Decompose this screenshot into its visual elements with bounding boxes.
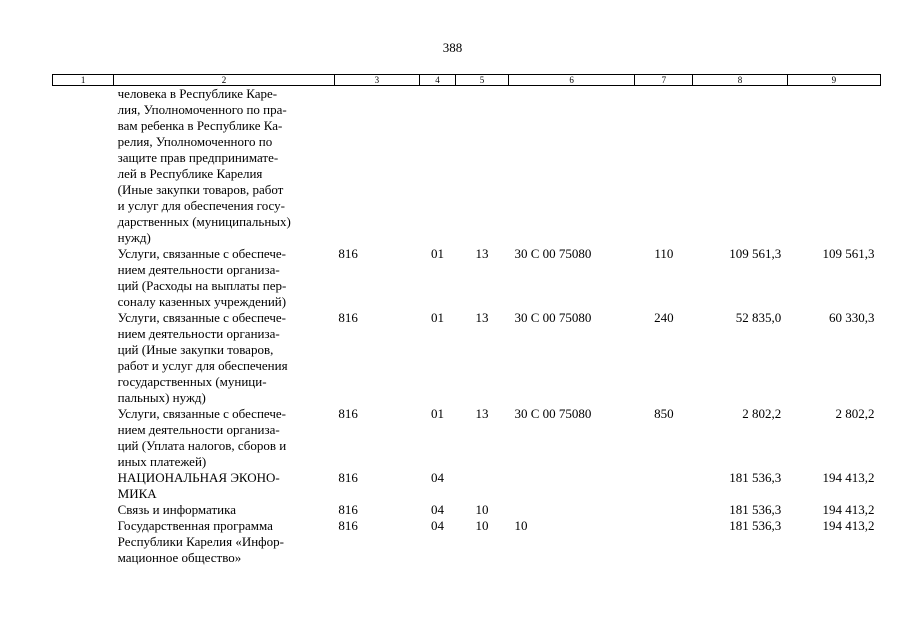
row-col1 bbox=[53, 406, 114, 470]
row-subsection: 13 bbox=[475, 310, 489, 325]
row-section: 04 bbox=[430, 518, 444, 533]
row-subsection: 13 bbox=[475, 246, 489, 261]
table-row bbox=[53, 518, 881, 566]
row-amount-year2: 60 330,3 bbox=[829, 310, 875, 325]
row-section bbox=[419, 86, 455, 247]
row-ministry-code: 816 bbox=[338, 502, 358, 517]
column-header: 3 bbox=[334, 75, 419, 86]
row-amount-year2: 194 413,2 bbox=[822, 470, 875, 485]
row-col1 bbox=[53, 470, 114, 502]
row-section: 04 bbox=[430, 502, 444, 517]
row-col1 bbox=[53, 310, 114, 406]
row-expense-type bbox=[635, 518, 693, 566]
row-col1 bbox=[53, 86, 114, 247]
row-target-article: 30 С 00 75080 bbox=[514, 310, 592, 325]
row-subsection bbox=[456, 470, 509, 502]
row-target-article: 10 bbox=[514, 518, 528, 533]
row-ministry-code: 816 bbox=[338, 518, 358, 533]
row-expense-type: 240 bbox=[654, 310, 674, 325]
row-amount-year1: 109 561,3 bbox=[729, 246, 782, 261]
column-header: 9 bbox=[787, 75, 880, 86]
table-row bbox=[53, 246, 881, 310]
row-target-article bbox=[508, 470, 634, 502]
row-amount-year1: 181 536,3 bbox=[729, 470, 782, 485]
row-subsection bbox=[456, 86, 509, 247]
column-number-header bbox=[53, 75, 881, 86]
row-target-article: 30 С 00 75080 bbox=[514, 246, 592, 261]
row-amount-year1: 181 536,3 bbox=[729, 518, 782, 533]
column-header: 1 bbox=[53, 75, 114, 86]
row-amount-year1 bbox=[693, 86, 787, 247]
column-header: 2 bbox=[114, 75, 335, 86]
row-subsection: 13 bbox=[475, 406, 489, 421]
row-expense-type bbox=[635, 470, 693, 502]
row-col1 bbox=[53, 518, 114, 566]
budget-table bbox=[52, 74, 881, 566]
row-amount-year2: 2 802,2 bbox=[835, 406, 875, 421]
row-name: Государственная программа Республики Карелия «Инфор- мационное общество» bbox=[117, 518, 284, 565]
row-ministry-code: 816 bbox=[338, 246, 358, 261]
row-expense-type: 110 bbox=[654, 246, 674, 261]
row-subsection: 10 bbox=[475, 518, 489, 533]
row-ministry-code: 816 bbox=[338, 470, 358, 485]
row-amount-year1: 52 835,0 bbox=[735, 310, 782, 325]
row-name: НАЦИОНАЛЬНАЯ ЭКОНО- МИКА bbox=[117, 470, 280, 501]
row-amount-year2: 194 413,2 bbox=[822, 502, 875, 517]
row-target-article bbox=[508, 502, 634, 518]
row-amount-year1: 2 802,2 bbox=[742, 406, 782, 421]
column-header: 6 bbox=[508, 75, 634, 86]
row-target-article bbox=[508, 86, 634, 247]
row-subsection: 10 bbox=[475, 502, 489, 517]
row-col1 bbox=[53, 246, 114, 310]
row-amount-year2: 109 561,3 bbox=[822, 246, 875, 261]
table-row bbox=[53, 470, 881, 502]
table-row bbox=[53, 406, 881, 470]
row-expense-type bbox=[635, 502, 693, 518]
row-col1 bbox=[53, 502, 114, 518]
row-name: человека в Республике Каре- лия, Уполномоченного по пра- вам ребенка в Республике Ка- релия, Уполномоченного по защите прав предпринимате- лей в Республике Карелия (Иные закупки товаров, работ и услуг для обеспечения госу- дарственных (муниципальных) нужд) bbox=[117, 86, 291, 245]
row-expense-type: 850 bbox=[654, 406, 674, 421]
row-name: Услуги, связанные с обеспече- нием деятельности организа- ций (Уплата налогов, сборов и иных платежей) bbox=[117, 406, 287, 469]
row-target-article: 30 С 00 75080 bbox=[514, 406, 592, 421]
row-section: 01 bbox=[430, 246, 444, 261]
page-number: 388 bbox=[442, 40, 463, 55]
row-ministry-code: 816 bbox=[338, 406, 358, 421]
column-header: 8 bbox=[693, 75, 787, 86]
column-header: 4 bbox=[419, 75, 455, 86]
row-section: 01 bbox=[430, 310, 444, 325]
row-ministry-code bbox=[334, 86, 419, 247]
column-header: 5 bbox=[456, 75, 509, 86]
row-name: Услуги, связанные с обеспече- нием деятельности организа- ций (Иные закупки товаров, работ и услуг для обеспечения государственных (муници- пальных) нужд) bbox=[117, 310, 288, 405]
row-amount-year1: 181 536,3 bbox=[729, 502, 782, 517]
table-row bbox=[53, 310, 881, 406]
table-row bbox=[53, 86, 881, 247]
row-name: Услуги, связанные с обеспече- нием деятельности организа- ций (Расходы на выплаты пер- соналу казенных учреждений) bbox=[117, 246, 287, 309]
row-expense-type bbox=[635, 86, 693, 247]
row-amount-year2 bbox=[787, 86, 880, 247]
row-amount-year2: 194 413,2 bbox=[822, 518, 875, 533]
row-name: Связь и информатика bbox=[117, 502, 237, 517]
table-row bbox=[53, 502, 881, 518]
column-header: 7 bbox=[635, 75, 693, 86]
row-ministry-code: 816 bbox=[338, 310, 358, 325]
row-section: 01 bbox=[430, 406, 444, 421]
row-section: 04 bbox=[430, 470, 444, 485]
